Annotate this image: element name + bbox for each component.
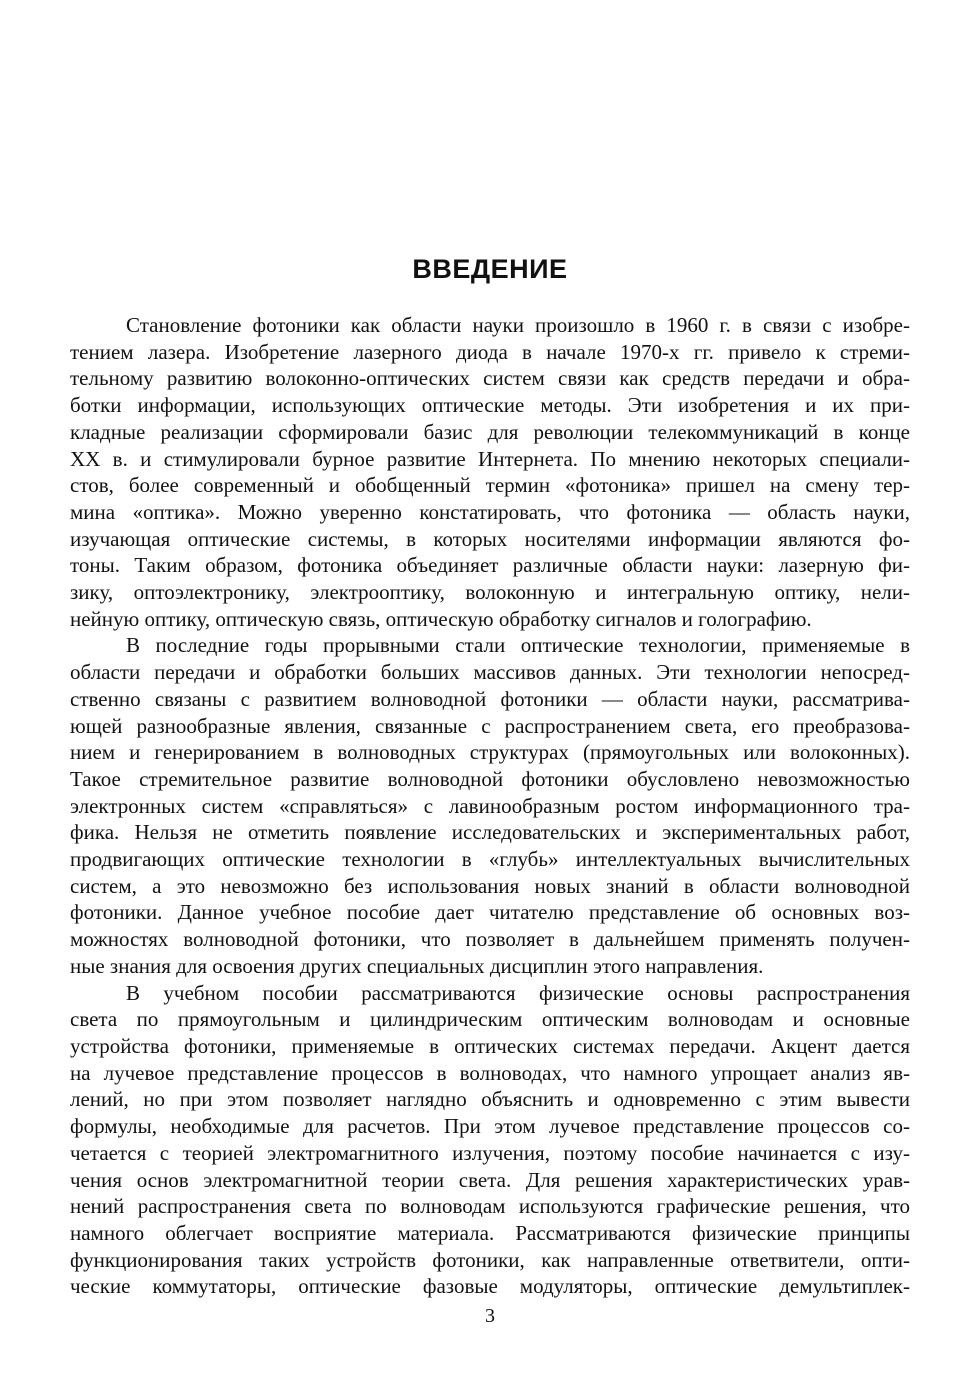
- chapter-heading: ВВЕДЕНИЕ: [412, 254, 568, 284]
- body-text: [70, 312, 910, 1300]
- text-line: Такое стремительное развитие волноводной фотоники обусловлено невозможностью: [70, 766, 910, 791]
- text-line: фотоники. Данное учебное пособие дает читателю представление об основных воз-: [70, 900, 910, 925]
- text-line: кладные реализации сформировали базис для революции телекоммуникаций в конце: [70, 419, 910, 444]
- text-line: мина «оптика». Можно уверенно констатировать, что фотоника — область науки,: [70, 499, 910, 524]
- text-line: намного облегчает восприятие материала. Рассматриваются физические принципы: [70, 1220, 910, 1245]
- text-line: зику, оптоэлектронику, электрооптику, волоконную и интегральную оптику, нели-: [70, 580, 910, 605]
- text-line: тельному развитию волоконно-оптических систем связи как средств передачи и обра-: [70, 366, 910, 391]
- text-line: ботки информации, использующих оптические методы. Эти изобретения и их при-: [70, 393, 910, 418]
- text-line: стов, более современный и обобщенный термин «фотоника» пришел на смену тер-: [70, 473, 910, 498]
- text-line: устройства фотоники, применяемые в оптических системах передачи. Акцент дается: [70, 1033, 910, 1058]
- text-line: В учебном пособии рассматриваются физические основы распространения: [126, 980, 910, 1005]
- text-line: фика. Нельзя не отметить появление исследовательских и экспериментальных работ,: [70, 820, 910, 845]
- text-line: систем, а это невозможно без использования новых знаний в области волноводной: [70, 873, 910, 898]
- text-line: света по прямоугольным и цилиндрическим оптическим волноводам и основные: [70, 1007, 910, 1032]
- text-line: тением лазера. Изобретение лазерного диода в начале 1970-х гг. привело к стреми-: [70, 339, 910, 364]
- text-line: электронных систем «справляться» с лавинообразным ростом информационного тра-: [70, 793, 910, 818]
- paragraph-3: [70, 980, 910, 1300]
- text-line: В последние годы прорывными стали оптические технологии, применяемые в: [126, 633, 910, 658]
- text-line: области передачи и обработки больших массивов данных. Эти технологии непосред-: [70, 660, 910, 685]
- text-line: четается с теорией электромагнитного излучения, поэтому пособие начинается с изу-: [70, 1140, 910, 1165]
- text-line: нием и генерированием в волноводных структурах (прямоугольных или волоконных).: [70, 740, 910, 765]
- text-line: чения основ электромагнитной теории света. Для решения характеристических урав-: [70, 1167, 910, 1192]
- text-line: XX в. и стимулировали бурное развитие Интернета. По мнению некоторых специали-: [70, 446, 910, 471]
- text-line: функционирования таких устройств фотоники, как направленные ответвители, опти-: [70, 1247, 910, 1272]
- text-line: лений, но при этом позволяет наглядно объяснить и одновременно с этим вывести: [70, 1087, 910, 1112]
- text-line: ческие коммутаторы, оптические фазовые модуляторы, оптические демультиплек-: [70, 1274, 910, 1299]
- text-line: можностях волноводной фотоники, что позволяет в дальнейшем применять получен-: [70, 927, 910, 952]
- text-line: изучающая оптические системы, в которых носителями информации являются фо-: [70, 526, 910, 551]
- text-line: ные знания для освоения других специальных дисциплин этого направления.: [70, 953, 764, 978]
- text-line: формулы, необходимые для расчетов. При этом лучевое представление процессов со-: [70, 1114, 910, 1139]
- text-line: Становление фотоники как области науки произошло в 1960 г. в связи с изобре-: [126, 313, 910, 337]
- text-line: на лучевое представление процессов в волноводах, что намного упрощает анализ яв-: [70, 1060, 910, 1085]
- text-line: ющей разнообразные явления, связанные с распространением света, его преобразова-: [70, 713, 910, 738]
- paragraph-1: [70, 312, 910, 632]
- text-line: нейную оптику, оптическую связь, оптическую обработку сигналов и голографию.: [70, 606, 812, 631]
- paragraph-2: [70, 632, 910, 979]
- text-line: тоны. Таким образом, фотоника объединяет различные области науки: лазерную фи-: [70, 553, 910, 578]
- text-line: ственно связаны с развитием волноводной фотоники — области науки, рассматрива-: [70, 686, 910, 711]
- text-line: продвигающих оптические технологии в «глубь» интеллектуальных вычислительных: [70, 847, 910, 872]
- text-line: нений распространения света по волноводам используются графические решения, что: [70, 1194, 910, 1219]
- page-number: 3: [485, 1305, 495, 1327]
